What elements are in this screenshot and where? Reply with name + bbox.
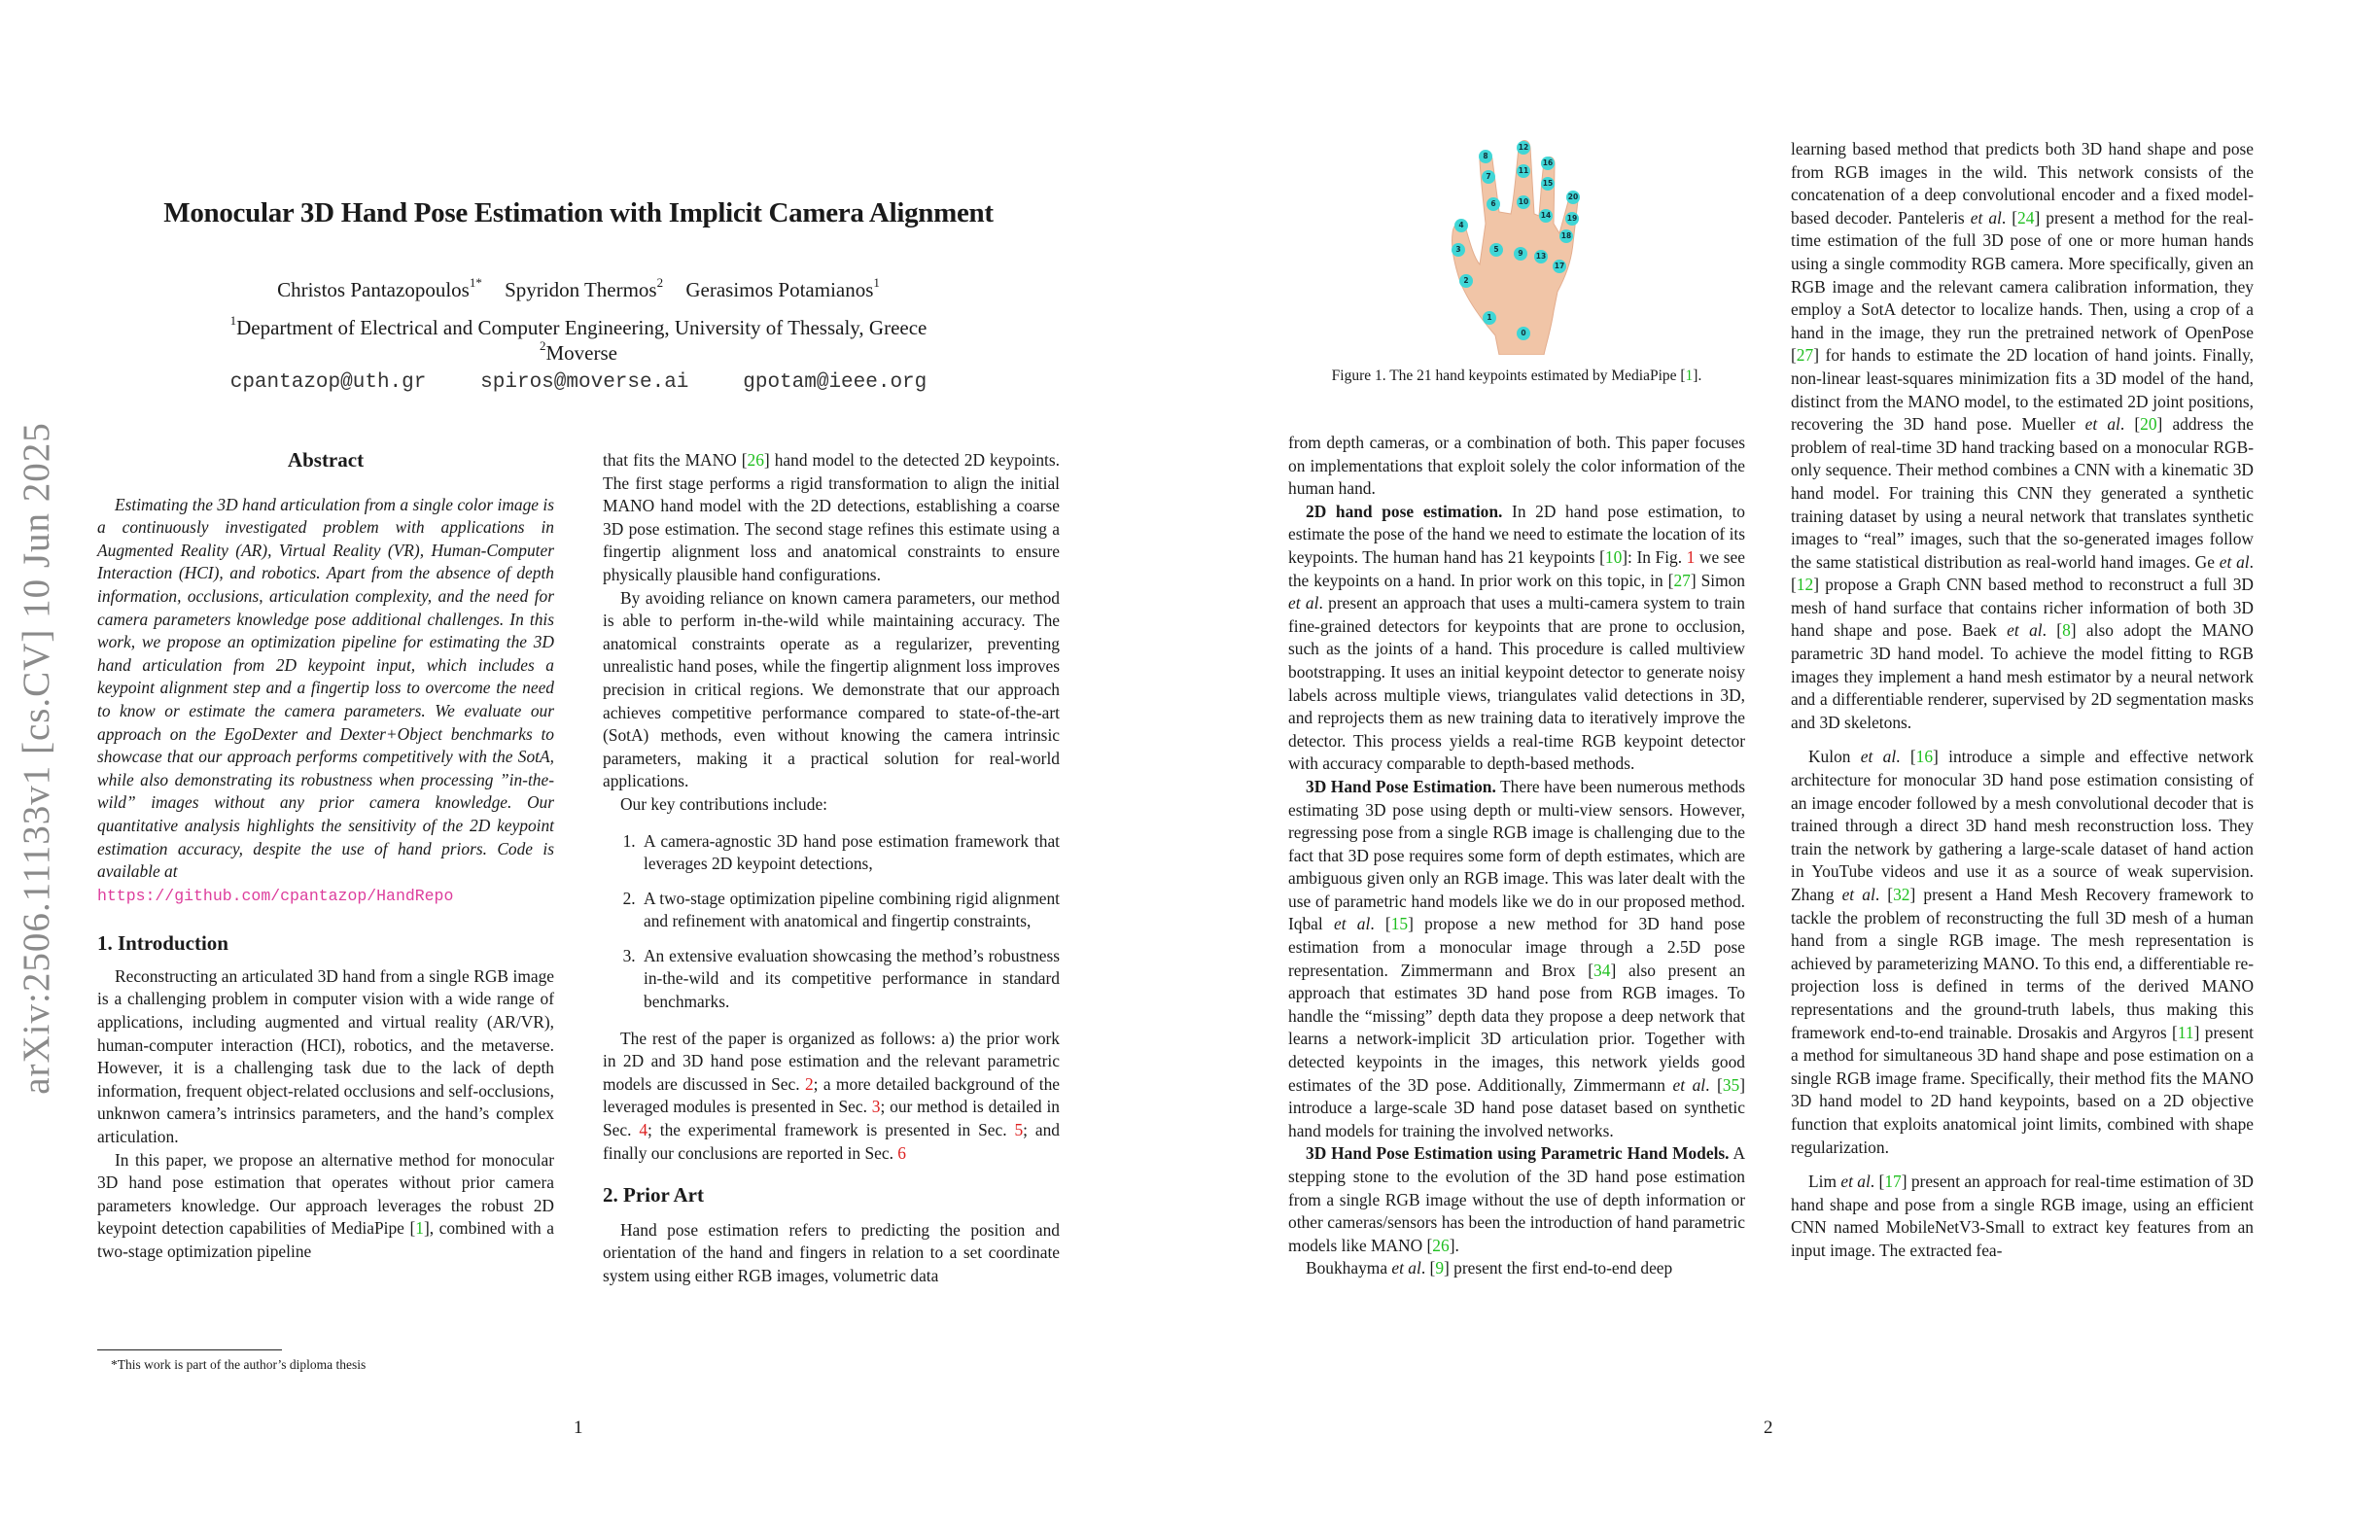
figure-hand-keypoints [1439,136,1594,355]
citation-link[interactable]: 32 [1893,885,1910,904]
page1-column-right [603,449,1060,1288]
citation-link[interactable]: 9 [1435,1258,1445,1278]
keypoint-marker: 12 [1517,141,1530,155]
contribution-item: 1. A camera-agnostic 3D hand pose estimation framework that leverages 2D keypoint detections, [640,830,1060,876]
author-3: Gerasimos Potamianos$^1$ [685,275,880,301]
keypoint-marker: 18 [1559,229,1573,243]
figure-1-caption: Figure 1. The 21 hand keypoints estimated by MediaPipe [1]. [1331,368,1702,384]
keypoint-marker: 10 [1517,195,1530,209]
paragraph-kulon: Kulon et al. [16] introduce a simple and effective network architecture for monocular 3D hand pose estimation consisting of an image encoder followed by a mesh convolutional decoder that is trained through a direct 3D hand mesh reconstruction loss. They train the network by gathering a large-scale dataset of hand action in YouTube videos and use it as a source of weak supervision. Zhang et al. [32] present a Hand Mesh Recovery framework to tackle the problem of reconstructing the full 3D mesh of a human hand from a single RGB image. The mesh representation is achieved by parameterizing MANO. To this end, a differentiable re-projection loss is defined in terms of the derived MANO representations and the ground-truth labels, thus making this framework end-to-end trainable. Drosakis and Argyros [11] present a method for simultaneous 3D hand shape and pose estimation on a single RGB image frame. Specifically, their method fits the MANO 3D hand model to 2D hand keypoints, based on a 2D objective function that exploits anatomical joint limits, combined with shape regularization. [1791,747,2254,1157]
keypoint-marker: 2 [1459,274,1473,288]
keypoint-marker: 5 [1489,243,1503,257]
citation-link[interactable]: 10 [1604,546,1623,567]
section-heading-introduction: 1. Introduction [97,931,228,956]
citation-link[interactable]: 1 [1685,368,1694,384]
contribution-item: 2. A two-stage optimization pipeline combining rigid alignment and refinement with anatomical and fingertip constraints, [640,888,1060,933]
citation-link[interactable]: 26 [747,450,764,470]
affiliation-2: $^2$Moverse [540,338,617,365]
keypoint-marker: 19 [1565,212,1579,226]
paper-title: Monocular 3D Hand Pose Estimation with Implicit Camera Alignment [163,197,994,228]
keypoint-marker: 15 [1541,177,1555,191]
footnote-divider [97,1349,282,1350]
intro-paragraph-2: In this paper, we propose an alternative method for monocular 3D hand pose estimation that operates without prior camera parameters knowledge. Our approach leverages the robust 2D keypoint detection capabilities of MediaPipe [1], combined with a two-stage optimization pipeline [97,1149,554,1261]
prior-art-paragraph-1-cont: from depth cameras, or a combination of both. This paper focuses on implementations that exploit solely the color information of the human hand. [1288,433,1745,499]
keypoint-marker: 20 [1566,191,1580,204]
citation-link[interactable]: 35 [1722,1074,1740,1095]
paragraph-heading: 3D Hand Pose Estimation using Parametric Hand Models. [1306,1143,1730,1164]
keypoint-marker: 14 [1539,209,1553,223]
keypoint-marker: 9 [1514,247,1527,261]
citation-link[interactable]: 27 [1673,570,1691,590]
author-2: Spyridon Thermos$^2$ [505,275,664,301]
email-2[interactable]: spiros@moverse.ai [480,371,689,394]
page2-column-right [1791,138,2254,1263]
author-emails [97,371,1060,394]
citation-link[interactable]: 15 [1390,914,1409,934]
arxiv-identifier-stamp: arXiv:2506.11133v1 [cs.CV] 10 Jun 2025 [16,422,57,1095]
citation-link[interactable]: 17 [1884,1172,1902,1192]
citation-link[interactable]: 27 [1796,345,1814,366]
keypoint-marker: 4 [1454,219,1468,232]
paragraph-parametric-models: 3D Hand Pose Estimation using Parametric Hand Models. A stepping stone to the evolution of the 3D hand pose estimation from a single RGB image without the use of depth information or other cameras/sensors has been the introduction of hand parametric models like MANO [26]. [1288,1143,1745,1255]
citation-link[interactable]: 20 [2140,414,2157,435]
affiliation-1: $^1$Department of Electrical and Computer Engineering, University of Thessaly, Greece [229,313,928,339]
keypoint-marker: 17 [1553,260,1566,273]
section-reference-link[interactable]: 4 [639,1120,648,1140]
citation-link[interactable]: 1 [415,1218,424,1239]
prior-art-paragraph-1: Hand pose estimation refers to predicting the position and orientation of the hand and fingers in relation to a set coordinate system using either RGB images, volumetric data [603,1219,1060,1285]
abstract-heading: Abstract [287,448,365,472]
paragraph-lim: Lim et al. [17] present an approach for real-time estimation of 3D hand shape and pose from a single RGB image, using an efficient CNN named MobileNetV3-Small to extract key features from an input image. The extracted fea- [1791,1172,2254,1260]
intro-paragraph-3: By avoiding reliance on known camera parameters, our method is able to perform in-the-wild while maintaining accuracy. The anatomical constraints operate as a regularizer, preventing unrealistic hand poses, while the fingertip alignment loss improves precision in critical regions. We demonstrate that our approach achieves competitive performance compared to state-of-the-art (SotA) methods, even without knowing the camera intrinsic parameters, making it a practical solution for real-world applications. [603,587,1060,791]
paragraph-boukhayma: Boukhayma et al. [9] present the first end-to-end deep [1306,1258,1673,1278]
citation-link[interactable]: 16 [1915,747,1934,767]
section-reference-link[interactable]: 6 [897,1142,906,1163]
keypoint-marker: 16 [1541,157,1555,170]
author-1: Christos Pantazopoulos$^{1*}$ [277,275,482,301]
contributions-intro: Our key contributions include: [620,793,827,814]
intro-paragraph-1: Reconstructing an articulated 3D hand from a single RGB image is a challenging problem in computer vision with a wide range of applications, including augmented and virtual reality (AR/VR), human-computer interaction (HCI), robotics, and the metaverse. However, it is a challenging task due to the lack of depth information, frequent object-related occlusions and self-occlusions, unknwon camera’s intrinsics parameters, and the hand’s complex articulation. [97,965,554,1147]
keypoint-marker: 11 [1517,164,1530,178]
email-3[interactable]: gpotam@ieee.org [743,371,928,394]
citation-link[interactable]: 24 [2017,207,2035,228]
citation-link[interactable]: 12 [1796,575,1814,595]
section-reference-link[interactable]: 2 [804,1073,814,1094]
section-heading-prior-art: 2. Prior Art [603,1183,704,1208]
paragraph-heading: 2D hand pose estimation. [1306,501,1503,521]
figure-reference-link[interactable]: 1 [1686,546,1696,567]
keypoint-marker: 1 [1483,311,1496,325]
page-number: 1 [574,1418,583,1438]
section-reference-link[interactable]: 3 [871,1097,881,1117]
page-number: 2 [1764,1418,1773,1438]
citation-link[interactable]: 11 [2177,1022,2194,1042]
keypoint-marker: 3 [1452,243,1465,257]
page2-column-left [1288,432,1745,1280]
paragraph-heading: 3D Hand Pose Estimation. [1306,776,1496,796]
citation-link[interactable]: 34 [1593,960,1611,980]
keypoint-marker: 6 [1487,197,1500,211]
footnote: *This work is part of the author’s diploma thesis [111,1357,367,1372]
keypoint-marker: 0 [1517,327,1530,340]
code-repository-link[interactable]: https://github.com/cpantazop/HandRepo [97,886,454,905]
paragraph-boukhayma-cont: learning based method that predicts both 3D hand shape and pose from RGB images in the wild. This network consists of the concatenation of a deep convolutional encoder and a fixed model-based decoder. Panteleris et al. [24] present a method for the real-time estimation of the full 3D pose of one or more human hands using a single commodity RGB camera. More specifically, given an RGB image and the relevant camera calibration information, they employ a SotA detector to localize hands. Then, using a crop of a hand in the image, they run the pretrained network of OpenPose [27] for hands to estimate the 2D location of hand joints. Finally, non-linear least-squares minimization fits a 3D model of the hand, distinct from the MANO model, to the estimated 2D joint positions, recovering the 3D hand pose. Mueller et al. [20] address the problem of real-time 3D hand tracking based on a monocular RGB-only sequence. Their method combines a CNN with a kinematic 3D hand model. For training this CNN they generated a synthetic training dataset by using a neural network that translates synthetic images to “real” images, such that the so-generated images follow the same statistical distribution as real-world hand images. Ge et al. [12] propose a Graph CNN based method to reconstruct a full 3D mesh of hand surface that contains richer information of both 3D hand shape and pose. Baek et al. [8] also adopt the MANO parametric 3D hand model. To achieve the model fitting to RGB images they implement a hand mesh estimator by a neural network and a differentiable renderer, supervised by 2D segmentation masks and 3D skeletons. [1791,139,2254,732]
contributions-list [603,830,1060,1014]
keypoint-marker: 7 [1482,170,1495,184]
keypoint-marker: 13 [1534,250,1548,263]
paper-organization-paragraph: The rest of the paper is organized as follows: a) the prior work in 2D and 3D hand pose estimation and the relevant parametric models are discussed in Sec. 2; a more detailed background of the leveraged modules is presented in Sec. 3; our method is detailed in Sec. 4; the experimental framework is presented in Sec. 5; and finally our conclusions are reported in Sec. 6 [603,1028,1060,1163]
email-1[interactable]: cpantazop@uth.gr [229,371,427,394]
citation-link[interactable]: 26 [1432,1235,1450,1255]
abstract-text: Estimating the 3D hand articulation from a single color image is a continuously investigated problem with applications in Augmented Reality (AR), Virtual Reality (VR), Human-Computer Interaction (HCI), and robotics. Apart from the absence of depth information, occlusions, articulation complexity, and the need for camera parameters knowledge pose additional challenges. In this work, we propose an optimization pipeline for estimating the 3D hand articulation from 2D keypoint input, which includes a keypoint alignment step and a fingertip loss to overcome the need to know or estimate the camera parameters. We evaluate our approach on the EgoDexter and Dexter+Object benchmarks to showcase that our approach performs competitively with the SotA, while also demonstrating its robustness when processing ”in-the-wild” images without any prior camera knowledge. Our quantitative analysis highlights the sensitivity of the 2D keypoint estimation accuracy, despite the use of hand priors. Code is available at https://github.com/cpantazop/HandRepo [97,494,554,905]
paragraph-2d-hand-pose: 2D hand pose estimation. In 2D hand pose estimation, to estimate the pose of the hand we need to estimate the location of its keypoints. The human hand has 21 keypoints [10]: In Fig. 1 we see the keypoints on a hand. In prior work on this topic, in [27] Simon et al. present an approach that uses a multi-camera system to train fine-grained detectors for keypoints that are prone to occlusion, such as the joints of a hand. This procedure is called multiview bootstrapping. It uses an initial keypoint detector to generate noisy labels across multiple views, triangulates valid detections in 3D, and reprojects them as new training data to iteratively improve the detector. This process yields a real-time RGB keypoint detector with accuracy comparable to depth-based methods. [1288,501,1746,774]
author-list [97,275,1060,302]
intro-paragraph-2-cont: that fits the MANO [26] hand model to the detected 2D keypoints. The first stage performs a rigid transformation to align the initial MANO hand model with the 2D detections, establishing a coarse 3D pose estimation. The second stage refines this estimate using a fingertip alignment loss and anatomical constraints to ensure physically plausible hand configurations. [603,450,1060,584]
keypoint-marker: 8 [1479,150,1492,163]
section-reference-link[interactable]: 5 [1014,1120,1024,1140]
paragraph-3d-hand-pose: 3D Hand Pose Estimation. There have been numerous methods estimating 3D pose using depth or multi-view sensors. However, regressing pose from a single RGB image is challenging due to the fact that 3D pose requires some form of depth estimates, which are ambiguous given only an RGB image. This was later dealt with the use of parametric hand models like we do in our proposed method. Iqbal et al. [15] propose a new method for 3D hand pose estimation from a monocular image through a 2.5D pose representation. Zimmermann and Brox [34] also present an approach that estimates 3D hand pose from RGB images. To handle the “missing” depth data they propose a deep network that learns a network-implicit 3D articulation prior. Together with detected keypoints in the images, this network yields good estimates of the 3D pose. Additionally, Zimmermann et al. [35] introduce a large-scale 3D hand pose dataset based on synthetic hand models for training the involved networks. [1288,776,1746,1140]
page1-column-left [97,449,554,1264]
citation-link[interactable]: 8 [2062,620,2071,641]
contribution-item: 3. An extensive evaluation showcasing the method’s robustness in-the-wild and its competitive performance in standard benchmarks. [640,945,1060,1014]
